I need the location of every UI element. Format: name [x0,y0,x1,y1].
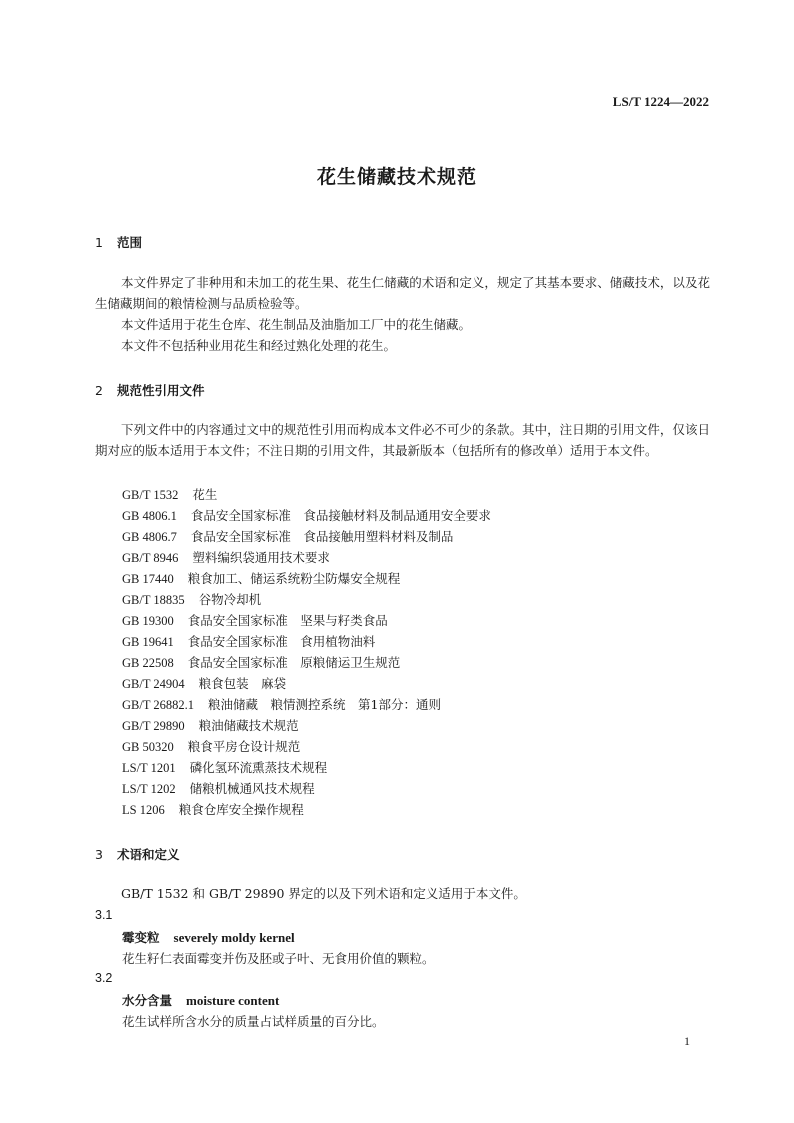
reference-item: GB/T 1532 花生 [122,487,218,502]
reference-item: GB/T 18835 谷物冷却机 [122,592,262,607]
scope-paragraph-1: 本文件界定了非种用和未加工的花生果、花生仁储藏的术语和定义，规定了其基本要求、储藏技术，以及花生储藏期间的粮情检测与品质检验等。 [95,275,710,311]
section-number: 1 [95,235,103,250]
term-number: 3.1 [95,908,113,922]
term-heading [122,928,295,946]
section-heading-normative-references [95,381,205,399]
section-number: 3 [95,847,103,862]
term-heading [122,991,279,1009]
reference-item: GB 4806.1 食品安全国家标准 食品接触材料及制品通用安全要求 [122,508,491,523]
term-chinese: 霉变粒 [122,930,160,945]
reference-item: LS/T 1201 磷化氢环流熏蒸技术规程 [122,760,328,775]
term-definition: 花生试样所含水分的质量占试样质量的百分比。 [122,1014,385,1029]
term-definition: 花生籽仁表面霉变并伤及胚或子叶、无食用价值的颗粒。 [122,951,435,966]
term-chinese: 水分含量 [122,993,173,1008]
document-code: LS/T 1224—2022 [612,94,709,109]
page-title: 花生储藏技术规范 [316,166,477,188]
reference-item: LS/T 1202 储粮机械通风技术规程 [122,781,315,796]
reference-item: GB 22508 食品安全国家标准 原粮储运卫生规范 [122,655,401,670]
term-english: moisture content [186,993,280,1008]
reference-item: LS 1206 粮食仓库安全操作规程 [122,802,304,817]
reference-item: GB 19641 食品安全国家标准 食用植物油料 [122,634,376,649]
page-number: 1 [684,1034,690,1048]
reference-item: GB 4806.7 食品安全国家标准 食品接触用塑料材料及制品 [122,529,454,544]
reference-item: GB 50320 粮食平房仓设计规范 [122,739,301,754]
section-title: 术语和定义 [117,847,180,862]
scope-paragraph-2: 本文件适用于花生仓库、花生制品及油脂加工厂中的花生储藏。 [121,317,472,332]
terms-intro: GB/T 1532 和 GB/T 29890 界定的以及下列术语和定义适用于本文件。 [121,886,526,901]
reference-item: GB/T 24904 粮食包装 麻袋 [122,676,287,691]
reference-item: GB 17440 粮食加工、储运系统粉尘防爆安全规程 [122,571,401,586]
section-title: 规范性引用文件 [117,383,205,398]
references-intro: 下列文件中的内容通过文中的规范性引用而构成本文件必不可少的条款。其中，注日期的引用文件，仅该日期对应的版本适用于本文件；不注日期的引用文件，其最新版本（包括所有的修改单）适用于本文件。 [95,422,710,458]
section-heading-scope [95,233,142,251]
section-number: 2 [95,383,103,398]
scope-paragraph-3: 本文件不包括种业用花生和经过熟化处理的花生。 [121,338,397,353]
reference-item: GB 19300 食品安全国家标准 坚果与籽类食品 [122,613,388,628]
section-title: 范围 [117,235,143,250]
reference-item: GB/T 8946 塑料编织袋通用技术要求 [122,550,330,565]
reference-item: GB/T 26882.1 粮油储藏 粮情测控系统 第1部分：通则 [122,697,441,712]
term-english: severely moldy kernel [173,930,295,945]
term-number: 3.2 [95,971,113,985]
section-heading-terms-definitions [95,845,180,863]
reference-item: GB/T 29890 粮油储藏技术规范 [122,718,299,733]
